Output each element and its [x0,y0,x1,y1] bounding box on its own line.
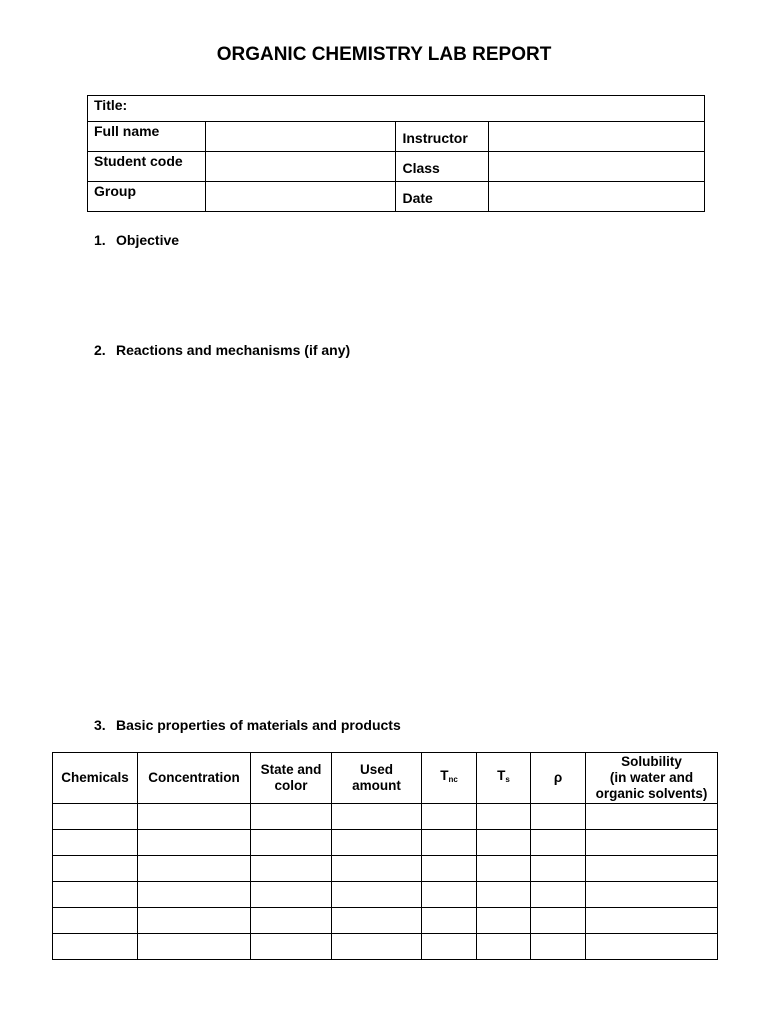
header-solubility: Solubility (in water and organic solvents) [586,753,718,804]
section-number: 2. [94,342,106,358]
table-cell[interactable] [422,934,477,960]
header-concentration: Concentration [138,753,251,804]
table-cell[interactable] [251,856,332,882]
title-label[interactable]: Title: [88,96,705,122]
table-row [53,934,718,960]
table-row [53,856,718,882]
table-cell[interactable] [251,934,332,960]
table-cell[interactable] [531,882,586,908]
table-cell[interactable] [332,934,422,960]
table-cell[interactable] [422,882,477,908]
table-cell[interactable] [531,934,586,960]
table-cell[interactable] [586,908,718,934]
header-used-amount: Used amount [332,753,422,804]
table-cell[interactable] [586,856,718,882]
student-code-row [88,152,705,182]
class-label: Class [396,152,489,182]
table-cell[interactable] [138,804,251,830]
full-name-label: Full name [88,122,206,152]
section-objective [94,232,179,248]
table-cell[interactable] [332,908,422,934]
table-cell[interactable] [477,934,531,960]
table-cell[interactable] [53,934,138,960]
table-cell[interactable] [251,908,332,934]
table-cell[interactable] [138,934,251,960]
table-cell[interactable] [53,856,138,882]
table-cell[interactable] [531,856,586,882]
table-cell[interactable] [586,934,718,960]
table-cell[interactable] [332,804,422,830]
table-cell[interactable] [477,856,531,882]
table-cell[interactable] [332,882,422,908]
group-label: Group [88,182,206,212]
table-cell[interactable] [251,882,332,908]
header-density: ρ [531,753,586,804]
table-row [53,804,718,830]
table-cell[interactable] [53,882,138,908]
table-cell[interactable] [422,908,477,934]
table-cell[interactable] [477,804,531,830]
header-row [53,753,718,804]
title-row [88,96,705,122]
section-reactions [94,342,350,358]
table-cell[interactable] [477,908,531,934]
instructor-label: Instructor [396,122,489,152]
header-chemicals: Chemicals [53,753,138,804]
section-number: 3. [94,717,106,733]
table-cell[interactable] [332,830,422,856]
student-code-label: Student code [88,152,206,182]
properties-table [52,752,718,960]
table-cell[interactable] [251,804,332,830]
table-cell[interactable] [422,856,477,882]
student-code-field[interactable] [205,152,396,182]
page-title: ORGANIC CHEMISTRY LAB REPORT [216,44,552,65]
table-cell[interactable] [332,856,422,882]
table-cell[interactable] [531,804,586,830]
full-name-row [88,122,705,152]
section-properties [94,717,401,733]
section-label: Basic properties of materials and products [116,717,401,733]
properties-table-body [53,804,718,960]
instructor-field[interactable] [489,122,705,152]
table-cell[interactable] [422,804,477,830]
date-label: Date [396,182,489,212]
table-cell[interactable] [477,882,531,908]
table-cell[interactable] [53,804,138,830]
header-ts: $T_s$ [477,753,531,804]
table-cell[interactable] [422,830,477,856]
section-label: Objective [116,232,180,248]
table-cell[interactable] [53,830,138,856]
table-cell[interactable] [138,856,251,882]
section-label: Reactions and mechanisms (if any) [116,342,351,358]
date-field[interactable] [489,182,705,212]
group-row [88,182,705,212]
table-cell[interactable] [586,882,718,908]
section-number: 1. [94,232,106,248]
table-cell[interactable] [531,830,586,856]
group-field[interactable] [205,182,396,212]
header-state-color: State and color [251,753,332,804]
table-row [53,830,718,856]
table-cell[interactable] [138,882,251,908]
table-row [53,908,718,934]
table-cell[interactable] [251,830,332,856]
table-cell[interactable] [53,908,138,934]
table-cell[interactable] [586,804,718,830]
full-name-field[interactable] [205,122,396,152]
table-cell[interactable] [531,908,586,934]
table-cell[interactable] [477,830,531,856]
header-tnc: $T_{nc}$ [422,753,477,804]
class-field[interactable] [489,152,705,182]
student-info-table [87,95,705,212]
table-cell[interactable] [138,830,251,856]
table-row [53,882,718,908]
table-cell[interactable] [138,908,251,934]
table-cell[interactable] [586,830,718,856]
